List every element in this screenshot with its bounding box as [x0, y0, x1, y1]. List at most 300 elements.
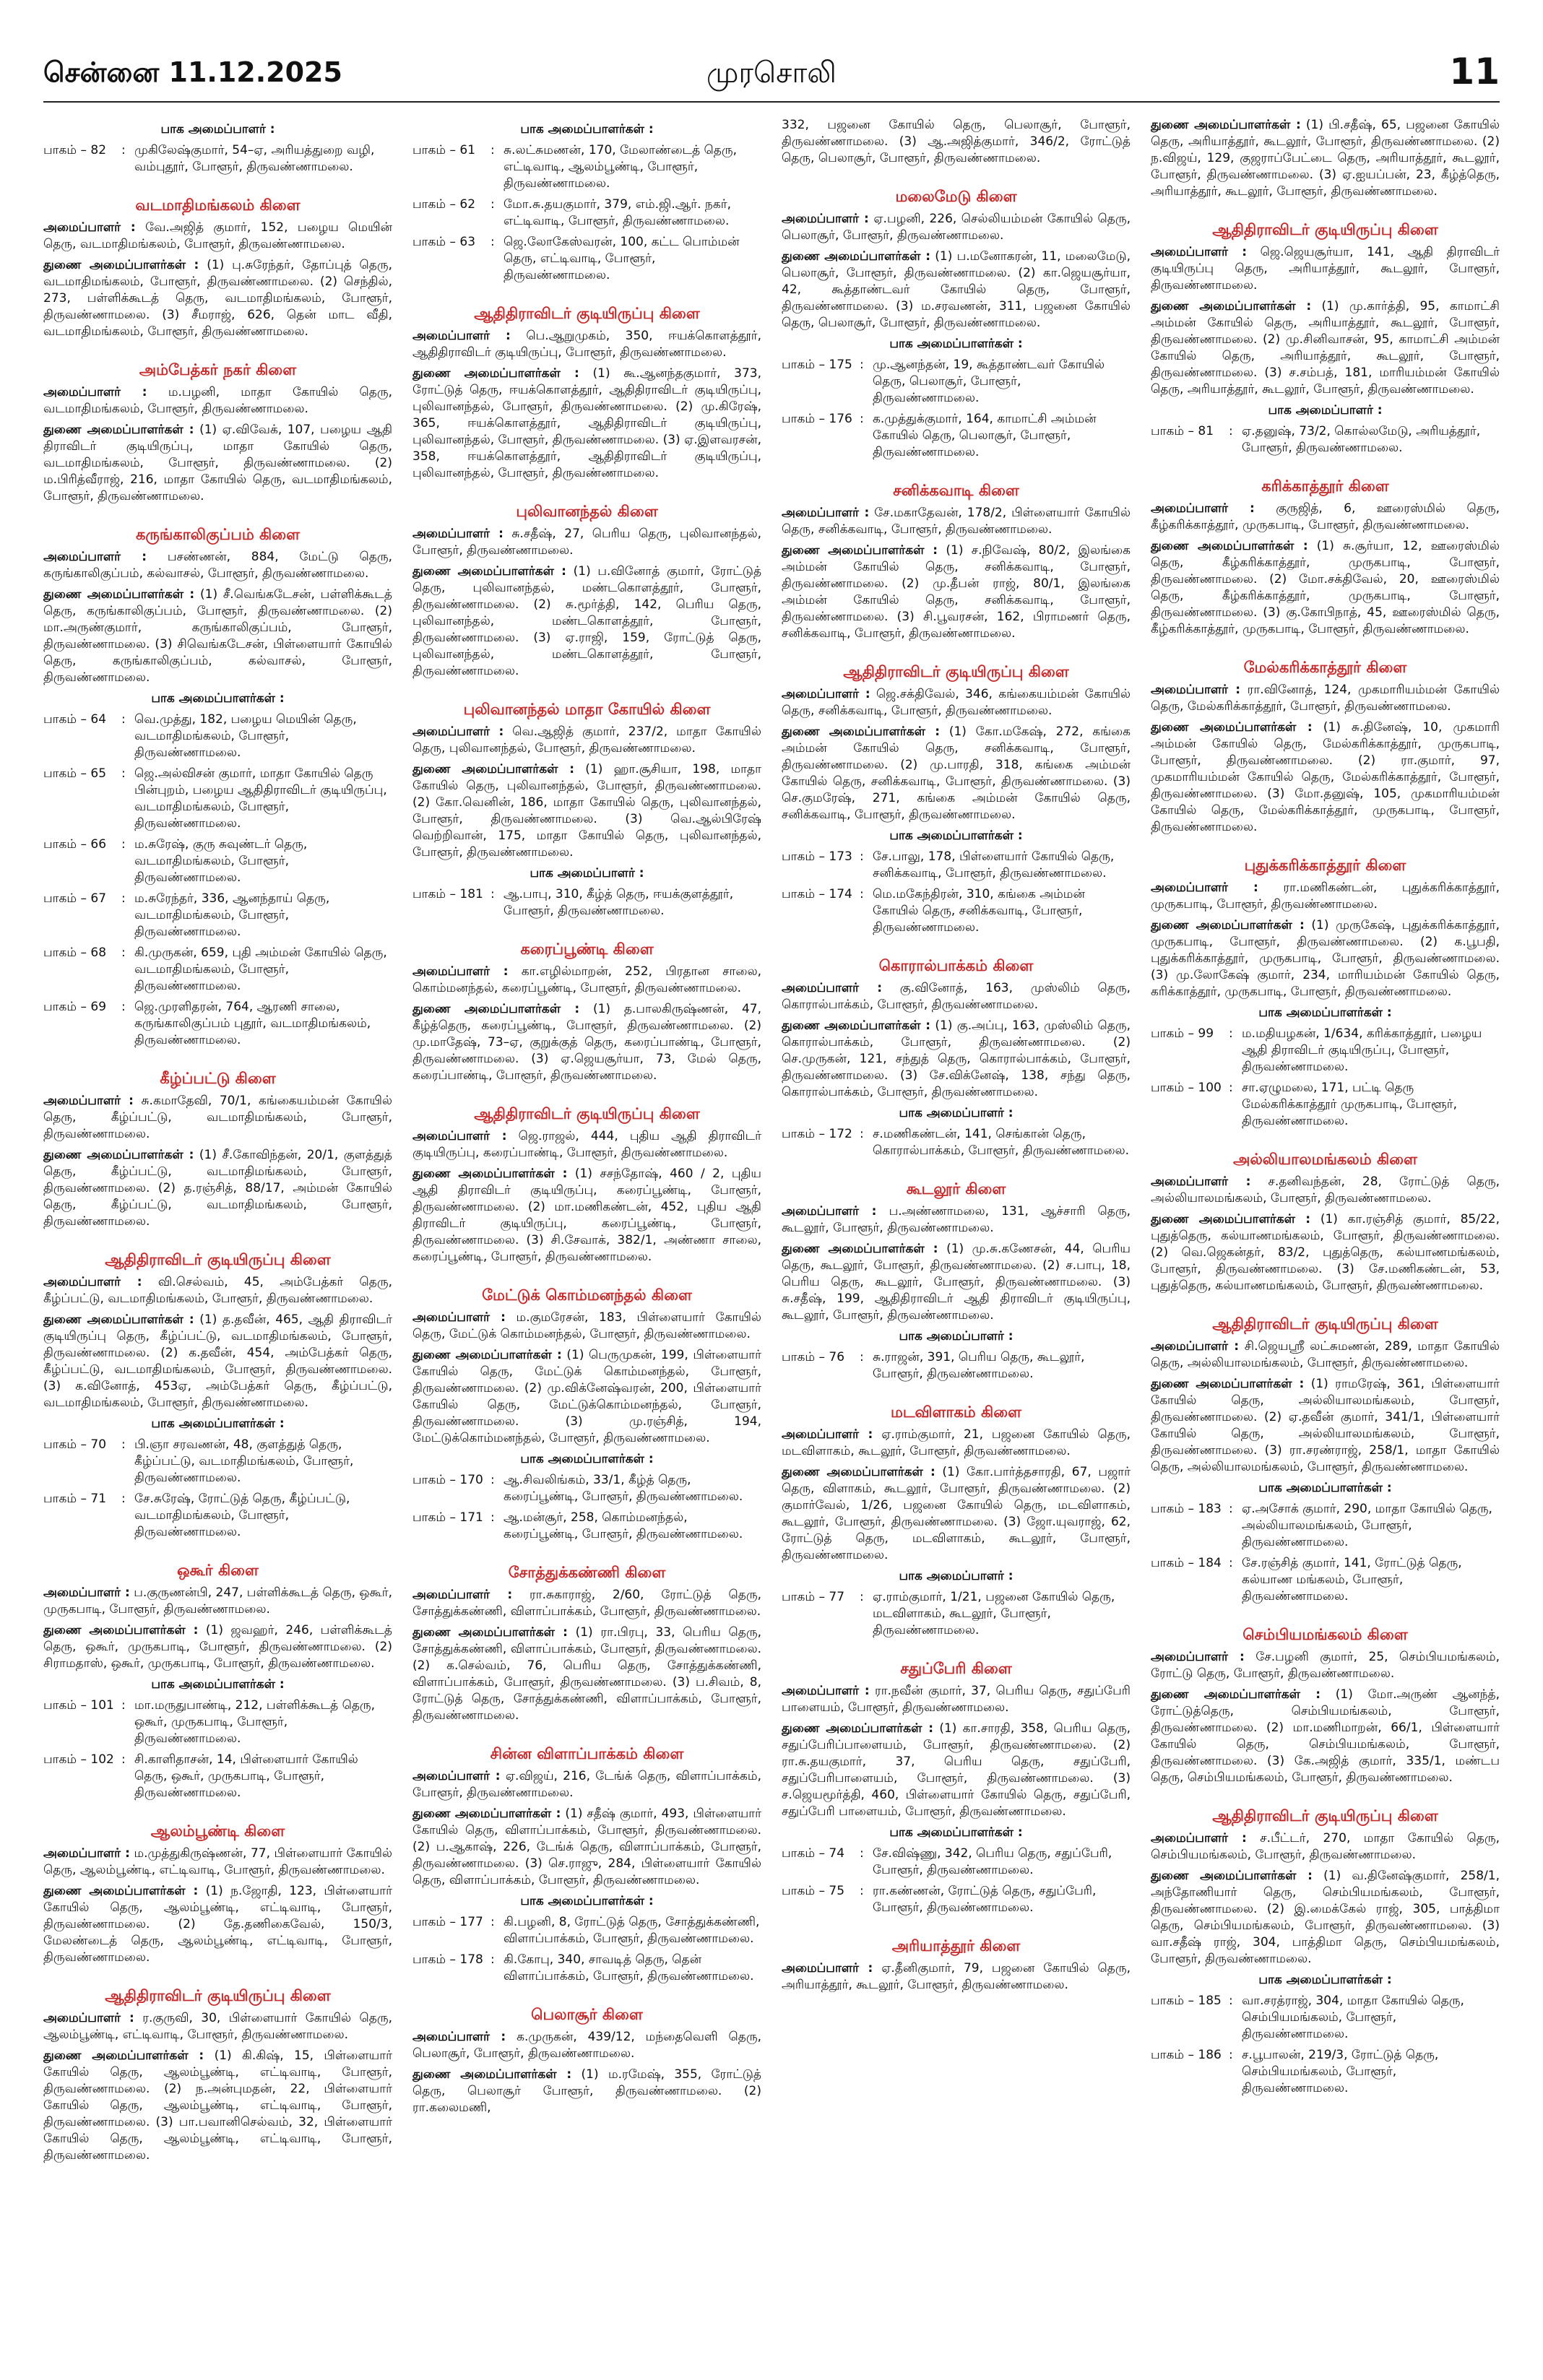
branch-block: [782, 117, 1131, 167]
booth-separator: :: [1229, 1556, 1233, 1570]
entry-details: (1) கு.அப்பு, 163, முஸ்லிம் தெரு, கொரால்பாக்கம், போளூர், திருவண்ணாமலை. (2) செ.முருகன், 121, சந்துத் தெரு, கொரால்பாக்கம், போளூர், திருவண்ணாமலை. (3) சே.விக்னேஷ், 138, சந்து தெரு, கொரால்பாக்கம், போளூர், திருவண்ணாமலை.: [782, 1018, 1131, 1099]
branch-heading: புதுக்கரிக்காத்தூர் கிளை: [1244, 857, 1406, 874]
booth-number: பாகம் – 171: [412, 1510, 483, 1525]
entry-details: (1) வ.தினேஷ்குமார், 258/1, அந்தோணியார் தெரு, செம்பியமங்கலம், போளூர், திருவண்ணாமலை. (2) இ.மைக்கேல் ராஜ், 305, பாத்திமா தெரு, செம்பியமங்கலம், போளூர், திருவண்ணாமலை. (3) வா.சதீஷ் ராஜ், 304, பாத்திமா தெரு, செம்பியமங்கலம், போளூர், திருவண்ணாமலை.: [1151, 1869, 1500, 1966]
article-columns: [43, 117, 1500, 2356]
booth-details: கி.பழனி, 8, ரோட்டுத் தெரு, சோத்துக்கண்ணி, விளாப்பாக்கம், போளூர், திருவண்ணாமலை.: [503, 1915, 760, 1946]
booth-separator: :: [490, 1510, 495, 1525]
booth-details: சி.காளிதாசன், 14, பிள்ளையார் கோயில் தெரு, ஒகூர், முருகபாடி, போளூர், திருவண்ணாமலை.: [134, 1752, 358, 1800]
booth-number: பாகம் – 69: [43, 1000, 107, 1014]
office-bearer-entry: [43, 1883, 392, 1966]
office-bearer-entry: [782, 1018, 1131, 1101]
office-bearer-entry: [782, 248, 1131, 332]
role-label: அமைப்பாளர் :: [1151, 245, 1248, 259]
office-bearer-entry: [412, 328, 761, 361]
booth-number: பாகம் – 178: [412, 1952, 483, 1967]
entry-details: ம.குமரேசன், 183, பிள்ளையார் கோயில் தெரு, மேட்டுக் கொம்மனந்தல், போளூர், திருவண்ணாமலை.: [412, 1310, 761, 1341]
role-label: துணை அமைப்பாளர்கள் :: [412, 762, 575, 776]
role-label: அமைப்பாளர் :: [782, 1684, 870, 1698]
booth-number: பாகம் – 186: [1151, 2048, 1222, 2062]
entry-details: ஜெ.ஜெயசூர்யா, 141, ஆதி திராவிடர் குடியிருப்பு தெரு, அரியாத்தூர், கூடலூர், போளூர், திருவண்ணாமலை.: [1151, 245, 1500, 293]
office-bearer-entry: [1151, 1687, 1500, 1786]
entry-details: (1) ப.மனோகரன், 11, மலைமேடு, பெலாசூர், போளூர், திருவண்ணாமலை. (2) கா.ஜெயசூர்யா, 42, கூத்தாண்டவர் கோயில் தெரு, போளூர், திருவண்ணாமலை. (3) ம.சரவணன், 311, பஜனை கோயில் தெரு, பெலாசூர், போளூர், திருவண்ணாமலை.: [782, 249, 1131, 330]
entry-details: க.முருகன், 439/12, மந்தைவெளி தெரு, பெலாசூர், போளூர், திருவண்ணாமலை.: [412, 2030, 761, 2061]
role-label: அமைப்பாளர் :: [1151, 1174, 1251, 1189]
office-bearer-entry: [43, 1147, 392, 1230]
role-label: அமைப்பாளர் :: [43, 2011, 134, 2025]
booth-row: [43, 836, 392, 886]
booth-number: பாகம் – 174: [782, 887, 852, 901]
booth-details: முகிலேஷ்குமார், 54–ஏ, அரியத்துறை வழி, வம்புதூர், போளூர், திருவண்ணாமலை.: [134, 143, 375, 174]
office-bearer-entry: [43, 587, 392, 686]
role-label: அமைப்பாளர் :: [412, 1588, 513, 1602]
office-bearer-entry: [782, 542, 1131, 642]
office-bearer-entry: [412, 1128, 761, 1161]
branch-heading: ஆதிதிராவிடர் குடியிருப்பு கிளை: [843, 663, 1069, 680]
office-bearer-entry: [412, 1347, 761, 1447]
booth-number: பாகம் – 173: [782, 849, 852, 864]
role-label: துணை அமைப்பாளர்கள் :: [43, 258, 199, 272]
role-label: அமைப்பாளர் :: [782, 1961, 873, 1976]
booth-row: [782, 357, 1131, 407]
booth-details: ஏ.தனுஷ், 73/2, கொல்லமேடு, அரியத்தூர், போளூர், திருவண்ணாமலை.: [1242, 424, 1481, 455]
office-bearer-entry: [412, 2067, 761, 2116]
entry-details: பசண்ணன், 884, மேட்டு தெரு, கருங்காலிகுப்பம், கல்வாசல், போளூர், திருவண்ணாமலை.: [43, 550, 392, 581]
booth-details: மெ.மகேந்திரன், 310, கங்கை அம்மன் கோயில் தெரு, சனிக்கவாடி, போளூர், திருவண்ணாமலை.: [873, 887, 1085, 935]
office-bearer-entry: [782, 1241, 1131, 1324]
office-bearer-entry: [1151, 538, 1500, 638]
branch-block: [43, 1823, 392, 1966]
entry-details: (1) மு.கார்த்தி, 95, காமாட்சி அம்மன் கோயில் தெரு, அரியாத்தூர், கூடலூர், போளூர், திருவண்ணாமலை. (2) மு.சினிவாசன், 95, காமாட்சி அம்மன் கோயில் தெரு, அரியாத்தூர், கூடலூர், போளூர், திருவண்ணாமலை. (3) ச.சம்பத், 181, மாரியம்மன் கோயில் தெரு, அரியாத்தூர், கூடலூர், போளூர், திருவண்ணாமலை.: [1151, 299, 1500, 397]
booth-details: ம.மதியழகன், 1/634, கரிக்காத்தூர், பழைய ஆதி திராவிடர் குடியிருப்பு, போளூர், திருவண்ணாமலை.: [1242, 1026, 1482, 1074]
office-bearer-entry: [1151, 1211, 1500, 1294]
booth-number: பாகம் – 185: [1151, 1994, 1222, 2008]
entry-details: (1) ரா.பிரபு, 33, பெரிய தெரு, சோத்துக்கண்ணி, விளாப்பாக்கம், போளூர், திருவண்ணாமலை. (2) க.செல்வம், 76, பெரிய தெரு, சோத்துக்கண்ணி, விளாப்பாக்கம், போளூர், திருவண்ணாமலை. (3) ப.சிவம், 8, ரோட்டுத் தெரு, சோத்துக்கண்ணி, விளாப்பாக்கம், போளூர், திருவண்ணாமலை.: [412, 1625, 761, 1723]
entry-details: (1) சு.சூர்யா, 12, ஊரைஸ்மில் தெரு, கீழ்கரிக்காத்தூர், முருகபாடி, போளூர், திருவண்ணாமலை. (2) மோ.சக்திவேல், 20, ஊரைஸ்மில் தெரு, கீழ்கரிக்காத்தூர், முருகபாடி, போளூர், திருவண்ணாமலை. (3) கு.கோபிநாத், 45, ஊரைஸ்மில் தெரு, கீழ்கரிக்காத்தூர், முருகபாடி, போளூர், திருவண்ணாமலை.: [1151, 539, 1500, 636]
entry-details: (1) சு.தினேஷ், 10, முகமாரி அம்மன் கோயில் தெரு, மேல்கரிக்காத்தூர், முருகபாடி, போளூர், திருவண்ணாமலை. (2) ரா.குமார், 97, முகமாரியம்மன் கோயில் தெரு, மேல்கரிக்காத்தூர், போளூர், திருவண்ணாமலை. (3) மோ.தனுஷ், 105, முகமாரியம்மன் கோயில் தெரு, மேல்கரிக்காத்தூர், முருகபாடி, போளூர், திருவண்ணாமலை.: [1151, 720, 1500, 834]
booth-row: [782, 1349, 1131, 1382]
role-label: துணை அமைப்பாளர்கள் :: [782, 1242, 938, 1256]
role-label: அமைப்பாளர் :: [412, 964, 509, 979]
role-label: துணை அமைப்பாளர்கள் :: [412, 1806, 561, 1821]
entry-details: ரா.நவீன் குமார், 37, பெரிய தெரு, சதுப்பேரி பாளையம், போளூர், திருவண்ணாமலை.: [782, 1684, 1131, 1715]
role-label: துணை அமைப்பாளர்கள் :: [1151, 1687, 1321, 1702]
edition-date: சென்னை 11.12.2025: [43, 56, 342, 88]
branch-heading: ஒகூர் கிளை: [177, 1562, 259, 1579]
booth-separator: :: [121, 945, 126, 960]
booth-separator: :: [860, 1884, 864, 1898]
booth-details: வா.சரத்ராஜ், 304, மாதா கோயில் தெரு, செம்பியமங்கலம், போளூர், திருவண்ணாமலை.: [1242, 1994, 1464, 2041]
entry-details: ரா.சுகாராஜ், 2/60, ரோட்டுத் தெரு, சோத்துக்கண்ணி, விளாப்பாக்கம், போளூர், திருவண்ணாமலை.: [412, 1588, 761, 1619]
entry-details: (1) ச.நிவேஷ், 80/2, இலங்கை அம்மன் கோயில் தெரு, சனிக்கவாடி, போளூர், திருவண்ணாமலை. (2) மு.தீபன் ராஜ், 80/1, இலங்கை அம்மன் கோயில் தெரு, சனிக்கவாடி, போளூர், திருவண்ணாமலை. (3) சி.பூவரசன், 162, பிராமணர் தெரு, சனிக்கவாடி, போளூர், திருவண்ணாமலை.: [782, 543, 1131, 641]
booth-number: பாகம் – 101: [43, 1698, 114, 1713]
booth-details: ஜெ.முரளிதரன், 764, ஆரணி சாலை, கருங்காலிகுப்பம் புதூர், வடமாதிமங்கலம், திருவண்ணாமலை.: [134, 1000, 371, 1047]
booth-separator: :: [1229, 1502, 1233, 1516]
booth-number: பாகம் – 184: [1151, 1556, 1222, 1570]
role-label: அமைப்பாளர் :: [412, 527, 503, 541]
booth-separator: :: [121, 837, 126, 852]
office-bearer-entry: [1151, 917, 1500, 1000]
entry-details: ஜெ.ராஜல், 444, புதிய ஆதி திராவிடர் குடியிருப்பு, கரைப்பாண்டி, போளூர், திருவண்ணாமலை.: [412, 1129, 761, 1160]
entry-details: குருஜித், 6, ஊரைஸ்மில் தெரு, கீழ்கரிக்காத்தூர், முருகபாடி, போளூர், திருவண்ணாமலை.: [1151, 501, 1500, 532]
role-label: துணை அமைப்பாளர்கள் :: [43, 423, 194, 437]
booth-organisers-title: பாக அமைப்பாளர் :: [160, 122, 275, 137]
booth-row: [1151, 1080, 1500, 1130]
branch-block: [412, 701, 761, 919]
entry-details: சே.பழனி குமார், 25, செம்பியமங்கலம், ரோட்டு தெரு, போளூர், திருவண்ணாமலை.: [1151, 1650, 1500, 1681]
masthead: [43, 51, 1500, 103]
booth-details: மு.ஆனந்தன், 19, கூத்தாண்டவர் கோயில் தெரு, பெலாசூர், போளூர், திருவண்ணாமலை.: [873, 358, 1105, 405]
entry-details: (1) த.பாலகிருஷ்ணன், 47, கீழ்த்தெரு, கரைப்பூண்டி, போளூர், திருவண்ணாமலை. (2) மு.மாதேஷ், 73–ஏ, குறுக்குத் தெரு, கரைப்பாண்டி, போளூர், திருவண்ணாமலை. (3) ஏ.ஜெயசூர்யா, 73, மேல் தெரு, கரைப்பாண்டி, போளூர், திருவண்ணாமலை.: [412, 1002, 761, 1083]
booth-details: ஆ.பாபு, 310, கீழ்த் தெரு, ஈயக்குளத்தூர், போளூர், திருவண்ணாமலை.: [503, 887, 734, 918]
office-bearer-entry: [1151, 501, 1500, 534]
entry-details: (1) ஹா.சூசியா, 198, மாதா கோயில் தெரு, புலிவானந்தல், போளூர், திருவண்ணாமலை. (2) கோ.வெனின், 186, மாதா கோயில் தெரு, புலிவானந்தல், போளூர், திருவண்ணாமலை. (3) வெ.ஆல்பிரேஷ் வெற்றிவான், 175, மாதா கோயில் தெரு, புலிவானந்தல், போளூர், திருவண்ணாமலை.: [412, 762, 761, 860]
booth-row: [412, 196, 761, 230]
branch-block: [412, 1565, 761, 1724]
office-bearer-entry: [782, 980, 1131, 1013]
column-4: [1151, 117, 1500, 2356]
booth-organisers-title: பாக அமைப்பாளர்கள் :: [520, 1894, 654, 1908]
branch-block: [412, 2007, 761, 2116]
booth-separator: :: [1229, 1081, 1233, 1095]
branch-heading: மேட்டுக் கொம்மனந்தல் கிளை: [482, 1286, 692, 1304]
booth-row: [782, 1589, 1131, 1639]
role-label: அமைப்பாளர் :: [43, 550, 147, 564]
booth-details: ச.பூபாலன், 219/3, ரோட்டுத் தெரு, செம்பியமங்கலம், போளூர், திருவண்ணாமலை.: [1242, 2048, 1439, 2095]
branch-block: [1151, 222, 1500, 456]
office-bearer-entry: [43, 1585, 392, 1618]
booth-separator: :: [1229, 1026, 1233, 1041]
office-bearer-entry: [782, 211, 1131, 244]
entry-details: (1) ப.வினோத் குமார், ரோட்டுத் தெரு, புலிவானந்தல், மண்டகொளத்தூர், போளூர், திருவண்ணாமலை. (2) சு.மூர்த்தி, 142, பெரிய தெரு, புலிவானந்தல், மண்டகொளத்தூர், போளூர், திருவண்ணாமலை. (3) ஏ.ராஜி, 159, ரோட்டுத் தெரு, புலிவானந்தல், மண்டகொளத்தூர், போளூர், திருவண்ணாமலை.: [412, 564, 761, 678]
booth-separator: :: [121, 766, 126, 781]
booth-details: சு.லட்சுமணன், 170, மேலாண்டைத் தெரு, எட்டிவாடி, ஆலம்பூண்டி, போளூர், திருவண்ணாமலை.: [503, 143, 738, 191]
booth-row: [412, 142, 761, 192]
booth-row: [1151, 2047, 1500, 2097]
office-bearer-entry: [782, 117, 1131, 167]
booth-row: [43, 1437, 392, 1487]
booth-number: பாகம் – 172: [782, 1127, 852, 1141]
booth-details: ஜெ.லோகேஸ்வரன், 100, கட்ட பொம்மன் தெரு, எட்டிவாடி, போளூர், திருவண்ணாமலை.: [503, 235, 740, 282]
booth-organisers-title: பாக அமைப்பாளர்கள் :: [1258, 1481, 1392, 1495]
office-bearer-entry: [1151, 117, 1500, 200]
entry-details: வே.அஜித் குமார், 152, பழைய மெயின் தெரு, வடமாதிமங்கலம், போளூர், திருவண்ணாமலை.: [43, 220, 392, 251]
branch-block: [782, 1661, 1131, 1916]
booth-organisers-title: பாக அமைப்பாளர்கள் :: [520, 1452, 654, 1466]
booth-details: மோ.சு.தயகுமார், 379, எம்.ஜி.ஆர். நகர், எட்டிவாடி, போளூர், திருவண்ணாமலை.: [503, 197, 731, 228]
role-label: துணை அமைப்பாளர்கள் :: [43, 2048, 204, 2063]
branch-block: [43, 362, 392, 505]
booth-row: [782, 1126, 1131, 1159]
role-label: அமைப்பாளர் :: [412, 1769, 501, 1783]
role-label: துணை அமைப்பாளர்கள் :: [1151, 118, 1301, 132]
branch-heading: ஆதிதிராவிடர் குடியிருப்பு கிளை: [1212, 221, 1438, 238]
branch-block: [1151, 478, 1500, 638]
branch-heading: ஆதிதிராவிடர் குடியிருப்பு கிளை: [105, 1251, 331, 1268]
role-label: அமைப்பாளர் :: [1151, 880, 1258, 895]
booth-details: க.முத்துக்குமார், 164, காமாட்சி அம்மன் கோயில் தெரு, பெலாசூர், போளூர், திருவண்ணாமலை.: [873, 412, 1097, 459]
branch-heading: மேல்கரிக்காத்தூர் கிளை: [1243, 659, 1407, 676]
entry-details: (1) கோ.பார்த்தசாரதி, 67, பஜார் தெரு, விளாகம், கூடலூர், போளூர், திருவண்ணாமலை. (2) குமார்வேல், 1/26, பஜனை கோயில் தெரு, மடவிளாகம், கூடலூர், போளூர், திருவண்ணாமலை. (3) ஜோ.யுவராஜ், 62, ரோட்டுத் தெரு, மடவிளாகம், கூடலூர், போளூர், திருவண்ணாமலை.: [782, 1465, 1131, 1562]
role-label: அமைப்பாளர் :: [1151, 683, 1240, 697]
booth-separator: :: [490, 197, 495, 212]
entry-details: ஏ.தீனிகுமார், 79, பஜனை கோயில் தெரு, அரியாத்தூர், கூடலூர், போளூர், திருவண்ணாமலை.: [782, 1961, 1131, 1992]
booth-separator: :: [860, 887, 864, 901]
booth-row: [412, 1510, 761, 1543]
booth-details: வெ.முத்து, 182, பழைய மெயின் தெரு, வடமாதிமங்கலம், போளூர், திருவண்ணாமலை.: [134, 712, 357, 760]
office-bearer-entry: [43, 1845, 392, 1879]
booth-number: பாகம் – 183: [1151, 1502, 1222, 1516]
booth-separator: :: [121, 1752, 126, 1767]
role-label: அமைப்பாளர் :: [43, 1846, 130, 1861]
booth-row: [43, 1697, 392, 1747]
entry-details: ம.பழனி, மாதா கோயில் தெரு, வடமாதிமங்கலம், போளூர், திருவண்ணாமலை.: [43, 385, 392, 416]
office-bearer-entry: [412, 1624, 761, 1724]
booth-separator: :: [860, 358, 864, 372]
branch-heading: கொரால்பாக்கம் கிளை: [878, 957, 1034, 974]
entry-details: ஏ.விஜய், 216, டேங்க் தெரு, விளாப்பாக்கம், போளூர், திருவண்ணாமலை.: [412, 1769, 761, 1800]
role-label: துணை அமைப்பாளர்கள் :: [412, 1625, 568, 1640]
office-bearer-entry: [1151, 682, 1500, 715]
booth-number: பாகம் – 100: [1151, 1081, 1222, 1095]
office-bearer-entry: [782, 1721, 1131, 1820]
booth-number: பாகம் – 176: [782, 412, 852, 426]
booth-details: சே.பாலு, 178, பிள்ளையார் கோயில் தெரு, சனிக்கவாடி, போளூர், திருவண்ணாமலை.: [873, 849, 1115, 880]
booth-organisers-title: பாக அமைப்பாளர் :: [530, 866, 644, 880]
branch-block: [1151, 1627, 1500, 1786]
booth-row: [782, 1845, 1131, 1879]
branch-block: [412, 1106, 761, 1265]
branch-block: [43, 1988, 392, 2164]
branch-heading: மடவிளாகம் கிளை: [890, 1403, 1022, 1421]
role-label: அமைப்பாளர் :: [1151, 1650, 1245, 1664]
office-bearer-entry: [1151, 1338, 1500, 1372]
booth-number: பாகம் – 75: [782, 1884, 845, 1898]
branch-heading: சின்ன விளாப்பாக்கம் கிளை: [490, 1745, 684, 1762]
branch-block: [782, 1181, 1131, 1382]
booth-separator: :: [490, 1952, 495, 1967]
booth-row: [43, 891, 392, 940]
booth-row: [412, 1914, 761, 1947]
booth-details: கி.முருகன், 659, புதி அம்மன் கோயில் தெரு, வடமாதிமங்கலம், போளூர், திருவண்ணாமலை.: [134, 945, 387, 993]
branch-block: [782, 189, 1131, 461]
office-bearer-entry: [43, 549, 392, 582]
office-bearer-entry: [1151, 880, 1500, 913]
booth-row: [782, 1883, 1131, 1916]
role-label: துணை அமைப்பாளர்கள் :: [412, 2067, 572, 2082]
entry-details: ப.அண்ணாமலை, 131, ஆச்சாரி தெரு, கூடலூர், போளூர், திருவண்ணாமலை.: [782, 1204, 1131, 1235]
booth-separator: :: [490, 235, 495, 249]
booth-details: ஆ.மன்சூர், 258, கொம்மனந்தல், கரைப்பூண்டி, போளூர், திருவண்ணாமலை.: [503, 1510, 743, 1541]
booth-details: சு.ராஜன், 391, பெரிய தெரு, கூடலூர், போளூர், திருவண்ணாமலை.: [873, 1350, 1085, 1381]
entry-details: கு.வினோத், 163, முஸ்லிம் தெரு, கொரால்பாக்கம், போளூர், திருவண்ணாமலை.: [782, 981, 1131, 1012]
booth-number: பாகம் – 82: [43, 143, 107, 157]
booth-row: [43, 142, 392, 176]
booth-organisers-title: பாக அமைப்பாளர் :: [899, 1329, 1013, 1343]
role-label: அமைப்பாளர் :: [1151, 501, 1255, 516]
branch-block: [412, 121, 761, 284]
branch-heading: கரைப்பூண்டி கிளை: [520, 940, 654, 958]
role-label: துணை அமைப்பாளர்கள் :: [1151, 1377, 1305, 1391]
booth-number: பாகம் – 99: [1151, 1026, 1214, 1041]
role-label: அமைப்பாளர் :: [43, 1275, 142, 1289]
role-label: துணை அமைப்பாளர்கள் :: [1151, 720, 1313, 735]
booth-separator: :: [490, 1915, 495, 1929]
booth-row: [1151, 1555, 1500, 1605]
role-label: அமைப்பாளர் :: [43, 220, 136, 235]
role-label: துணை அமைப்பாளர்கள் :: [782, 543, 938, 558]
booth-number: பாகம் – 177: [412, 1915, 483, 1929]
branch-block: [412, 1287, 761, 1543]
branch-block: [782, 958, 1131, 1159]
entry-details: (1) பி.சதீஷ், 65, பஜனை கோயில் தெரு, அரியாத்தூர், கூடலூர், போளூர், திருவண்ணாமலை. (2) ந.விஜய், 129, குஜராப்பேட்டை தெரு, அரியாத்தூர், கூடலூர், போளூர், திருவண்ணாமலை. (3) ஏ.ஐயப்பன், 23, கீழ்த்தெரு, அரியாத்தூர், கூடலூர், போளூர், திருவண்ணாமலை.: [1151, 118, 1500, 199]
entry-details: (1) பு.சுரேந்தர், தோப்புத் தெரு, வடமாதிமங்கலம், போளூர், திருவண்ணாமலை. (2) செந்தில், 273, பள்ளிக்கூடத் தெரு, வடமாதிமங்கலம், போளூர், திருவண்ணாமலை. (3) சீமராஜ், 626, தென் மாட வீதி, வடமாதிமங்கலம், போளூர், திருவண்ணாமலை.: [43, 258, 392, 339]
office-bearer-entry: [412, 365, 761, 482]
booth-organisers-title: பாக அமைப்பாளர்கள் :: [1258, 1973, 1392, 1987]
role-label: துணை அமைப்பாளர்கள் :: [782, 1465, 935, 1479]
office-bearer-entry: [43, 2010, 392, 2043]
column-1: [43, 117, 392, 2356]
booth-organisers-title: பாக அமைப்பாளர்கள் :: [889, 337, 1023, 351]
branch-block: [782, 664, 1131, 936]
column-2: [412, 117, 761, 2356]
role-label: துணை அமைப்பாளர்கள் :: [1151, 299, 1312, 313]
entry-details: (1) கோ.மகேஷ், 272, கங்கை அம்மன் கோயில் தெரு, சனிக்கவாடி, போளூர், திருவண்ணாமலை. (2) மு.பாரதி, 318, கங்கை அம்மன் கோயில் தெரு, சனிக்கவாடி, போளூர், திருவண்ணாமலை. (3) செ.குமரேஷ், 271, கங்கை அம்மன் கோயில் தெரு, சனிக்கவாடி, போளூர், திருவண்ணாமலை.: [782, 724, 1131, 822]
booth-details: ஏ.அசோக் குமார், 290, மாதா கோயில் தெரு, அல்லியாலமங்கலம், போளூர், திருவண்ணாமலை.: [1242, 1502, 1492, 1549]
entry-details: கா.எழில்மாறன், 252, பிரதான சாலை, கொம்மனந்தல், கரைப்பூண்டி, போளூர், திருவண்ணாமலை.: [412, 964, 761, 995]
entry-details: (1) த.தவீன், 465, ஆதி திராவிடர் குடியிருப்பு தெரு, கீழ்ப்பட்டு, வடமாதிமங்கலம், போளூர், திருவண்ணாமலை. (2) க.தவீன், 454, அம்பேத்கர் தெரு, கீழ்ப்பட்டு, வடமாதிமங்கலம், போளூர், திருவண்ணாமலை. (3) க.வினோத், 453ஏ, அம்பேத்கர் தெரு, கீழ்ப்பட்டு, வடமாதிமங்கலம், போளூர், திருவண்ணாமலை.: [43, 1312, 392, 1410]
branch-heading: புலிவானந்தல் கிளை: [516, 503, 658, 520]
office-bearer-entry: [1151, 1868, 1500, 1968]
booth-number: பாகம் – 63: [412, 235, 476, 249]
branch-block: [412, 941, 761, 1084]
entry-details: (1) கா.ரஞ்சித் குமார், 85/22, புதுத்தெரு, கல்யாணமங்கலம், போளூர், திருவண்ணாமலை. (2) வெ.ஜெகன்தர், 83/2, புதுத்தெரு, கல்யாணமங்கலம், போளூர், திருவண்ணாமலை. (3) சே.மணிகண்டன், 53, புதுத்தெரு, கல்யாணமங்கலம், போளூர், திருவண்ணாமலை.: [1151, 1212, 1500, 1293]
role-label: அமைப்பாளர் :: [782, 1427, 873, 1442]
booth-organisers-title: பாக அமைப்பாளர்கள் :: [1258, 1005, 1392, 1020]
role-label: அமைப்பாளர் :: [1151, 1339, 1240, 1354]
booth-number: பாகம் – 68: [43, 945, 107, 960]
office-bearer-entry: [782, 505, 1131, 538]
branch-heading: ஆதிதிராவிடர் குடியிருப்பு கிளை: [474, 1105, 700, 1122]
branch-block: [412, 1746, 761, 1985]
booth-number: பாகம் – 175: [782, 358, 852, 372]
branch-heading: அல்லியாலமங்கலம் கிளை: [1233, 1151, 1417, 1168]
role-label: துணை அமைப்பாளர்கள் :: [412, 1167, 568, 1181]
role-label: அமைப்பாளர் :: [782, 1204, 877, 1219]
branch-block: [43, 197, 392, 340]
branch-heading: சதுப்பேரி கிளை: [900, 1660, 1012, 1677]
booth-details: சே.விஷ்ணு, 342, பெரிய தெரு, சதுப்பேரி, போளூர், திருவண்ணாமலை.: [873, 1846, 1112, 1877]
entry-details: (1) ஏ.விவேக், 107, பழைய ஆதி திராவிடர் குடியிருப்பு, மாதா கோயில் தெரு, வடமாதிமங்கலம், போளூர், திருவண்ணாமலை. (2) ம.பிரித்வீராஜ், 216, மாதா கோயில் தெரு, வடமாதிமங்கலம், போளூர், திருவண்ணாமலை.: [43, 423, 392, 503]
role-label: துணை அமைப்பாளர்கள் :: [43, 1623, 199, 1637]
booth-separator: :: [1229, 2048, 1233, 2062]
role-label: துணை அமைப்பாளர்கள் :: [43, 587, 195, 602]
branch-heading: அம்பேத்கர் நகர் கிளை: [139, 361, 297, 378]
booth-separator: :: [121, 1492, 126, 1506]
entry-details: ஏ.ராம்குமார், 21, பஜனை கோயில் தெரு, மடவிளாகம், கூடலூர், போளூர், திருவண்ணாமலை.: [782, 1427, 1131, 1458]
booth-number: பாகம் – 67: [43, 891, 107, 906]
branch-block: [782, 1938, 1131, 1994]
booth-separator: :: [860, 1127, 864, 1141]
entry-details: (1) சசந்தோஷ், 460 / 2, புதிய ஆதி திராவிடர் குடியிருப்பு, கரைப்பூண்டி, போளூர், திருவண்ணாமலை. (2) மா.மணிகண்டன், 452, புதிய ஆதி திராவிடர் குடியிருப்பு, கரைப்பூண்டி, போளூர், திருவண்ணாமலை. (3) சி.சேவாக், 382/1, அண்ணா சாலை, கரைப்பூண்டி, போளூர், திருவண்ணாமலை.: [412, 1167, 761, 1264]
booth-organisers-title: பாக அமைப்பாளர் :: [899, 1569, 1013, 1583]
office-bearer-entry: [782, 1203, 1131, 1237]
branch-heading: புலிவானந்தல் மாதா கோயில் கிளை: [463, 701, 711, 718]
branch-block: [1151, 857, 1500, 1130]
office-bearer-entry: [412, 724, 761, 757]
entry-details: 332, பஜனை கோயில் தெரு, பெலாசூர், போளூர், திருவண்ணாமலை. (3) ஆ.அஜித்குமார், 346/2, ரோட்டுத் தெரு, பெலாசூர், போளூர், திருவண்ணாமலை.: [782, 118, 1131, 165]
booth-organisers-title: பாக அமைப்பாளர்கள் :: [889, 828, 1023, 843]
entry-details: (1) கா.சாரதி, 358, பெரிய தெரு, சதுப்பேரிப்பாளையம், போளூர், திருவண்ணாமலை. (2) ரா.சு.தயகுமார், 37, பெரிய தெரு, சதுப்பேரி, சதுப்பேரிபாளையம், போளூர், திருவண்ணாமலை. (3) ச.ஜெயமூர்த்தி, 460, பிள்ளையார் கோயில் தெரு, சதுப்பேரி, சதுப்பேரி பாளையம், போளூர், திருவண்ணாமலை.: [782, 1721, 1131, 1819]
booth-details: ரா.கண்ணன், ரோட்டுத் தெரு, சதுப்பேரி, போளூர், திருவண்ணாமலை.: [873, 1884, 1097, 1915]
booth-separator: :: [121, 1698, 126, 1713]
booth-organisers-title: பாக அமைப்பாளர் :: [899, 1106, 1013, 1120]
booth-row: [412, 886, 761, 919]
entry-details: ரா.வினோத், 124, முகமாரியம்மன் கோயில் தெரு, மேல்கரிக்காத்தூர், போளூர், திருவண்ணாமலை.: [1151, 683, 1500, 714]
role-label: அமைப்பாளர் :: [43, 1094, 134, 1108]
branch-heading: அரியாத்தூர் கிளை: [891, 1937, 1021, 1955]
booth-number: பாகம் – 62: [412, 197, 476, 212]
role-label: துணை அமைப்பாளர்கள் :: [412, 366, 579, 381]
branch-heading: ஆதிதிராவிடர் குடியிருப்பு கிளை: [474, 305, 700, 322]
booth-separator: :: [121, 891, 126, 906]
booth-organisers-title: பாக அமைப்பாளர்கள் :: [889, 1825, 1023, 1840]
entry-details: ரா.மணிகண்டன், புதுக்கரிக்காத்தூர், முருகபாடி, போளூர், திருவண்ணாமலை.: [1151, 880, 1500, 912]
branch-heading: மலைமேடு கிளை: [895, 188, 1017, 205]
booth-number: பாகம் – 64: [43, 712, 107, 727]
booth-row: [782, 886, 1131, 936]
booth-row: [782, 411, 1131, 461]
office-bearer-entry: [43, 1093, 392, 1143]
entry-details: சி.ஜெயஸ்ரீ லட்சுமணன், 289, மாதா கோயில் தெரு, அல்லியாலமங்கலம், போளூர், திருவண்ணாமலை.: [1151, 1339, 1500, 1370]
role-label: துணை அமைப்பாளர்கள் :: [782, 1721, 934, 1736]
office-bearer-entry: [412, 2029, 761, 2062]
role-label: துணை அமைப்பாளர்கள் :: [43, 1148, 194, 1162]
office-bearer-entry: [43, 220, 392, 253]
booth-details: கி.கோபு, 340, சாவடித் தெரு, தென் விளாப்பாக்கம், போளூர், திருவண்ணாமலை.: [503, 1952, 754, 1983]
branch-block: [412, 503, 761, 680]
branch-block: [782, 1404, 1131, 1639]
branch-block: [1151, 1316, 1500, 1605]
entry-details: ம.முத்துகிருஷ்ணன், 77, பிள்ளையார் கோயில் தெரு, ஆலம்பூண்டி, எட்டிவாடி, போளூர், திருவண்ணாமலை.: [43, 1846, 392, 1877]
office-bearer-entry: [1151, 244, 1500, 294]
role-label: துணை அமைப்பாளர்கள் :: [1151, 918, 1305, 932]
branch-heading: ஆலம்பூண்டி கிளை: [150, 1822, 285, 1840]
role-label: துணை அமைப்பாளர்கள் :: [782, 1018, 931, 1033]
booth-number: பாகம் – 65: [43, 766, 107, 781]
entry-details: பெ.ஆறுமுகம், 350, ஈயக்கொளத்தூர், ஆதிதிராவிடர் குடியிருப்பு, போளூர், திருவண்ணாமலை.: [412, 329, 761, 360]
booth-number: பாகம் – 102: [43, 1752, 114, 1767]
entry-details: (1) சீ.கோவிந்தன், 20/1, குளத்துத் தெரு, கீழ்ப்பட்டு, வடமாதிமங்கலம், போளூர், திருவண்ணாமலை. (2) த.ரஞ்சித், 88/17, அம்மன் கோயில் தெரு, கீழ்ப்பட்டு, வடமாதிமங்கலம், போளூர், திருவண்ணாமலை.: [43, 1148, 392, 1229]
role-label: அமைப்பாளர் :: [412, 1129, 507, 1143]
newspaper-name: முரசொலி: [706, 56, 837, 90]
entry-details: ச.தனிவந்தன், 28, ரோட்டுத் தெரு, அல்லியாலமங்கலம், போளூர், திருவண்ணாமலை.: [1151, 1174, 1500, 1206]
role-label: துணை அமைப்பாளர்கள் :: [782, 724, 941, 739]
office-bearer-entry: [412, 1587, 761, 1620]
entry-details: (1) கூ.ஆனந்தகுமார், 373, ரோட்டுத் தெரு, ஈயக்கொளத்தூர், ஆதிதிராவிடர் குடியிருப்பு, புலிவானந்தல், போளூர், திருவண்ணாமலை. (2) மு.கிரேஷ், 365, ஈயக்கொளத்தூர், ஆதிதிராவிடர் குடியிருப்பு, புலிவானந்தல், போளூர், திருவண்ணாமலை. (3) ஏ.இளவரசன், 358, ஈயக்கொளத்தூர், ஆதிதிராவிடர் குடியிருப்பு, புலிவானந்தல், போளூர், திருவண்ணாமலை.: [412, 366, 761, 480]
booth-number: பாகம் – 71: [43, 1492, 107, 1506]
booth-row: [1151, 1993, 1500, 2043]
booth-number: பாகம் – 76: [782, 1350, 845, 1364]
booth-details: ம.சுரேஷ், குரு சுவுண்டர் தெரு, வடமாதிமங்கலம், போளூர், திருவண்ணாமலை.: [134, 837, 308, 885]
entry-details: ப.குருணன்பி, 247, பள்ளிக்கூடத் தெரு, ஒகூர், முருகபாடி, போளூர், திருவண்ணாமலை.: [43, 1585, 392, 1617]
role-label: அமைப்பாளர் :: [412, 724, 504, 739]
booth-separator: :: [490, 1473, 495, 1487]
booth-row: [43, 945, 392, 995]
branch-heading: ஆதிதிராவிடர் குடியிருப்பு கிளை: [1212, 1315, 1438, 1333]
booth-row: [1151, 423, 1500, 456]
booth-row: [43, 766, 392, 832]
